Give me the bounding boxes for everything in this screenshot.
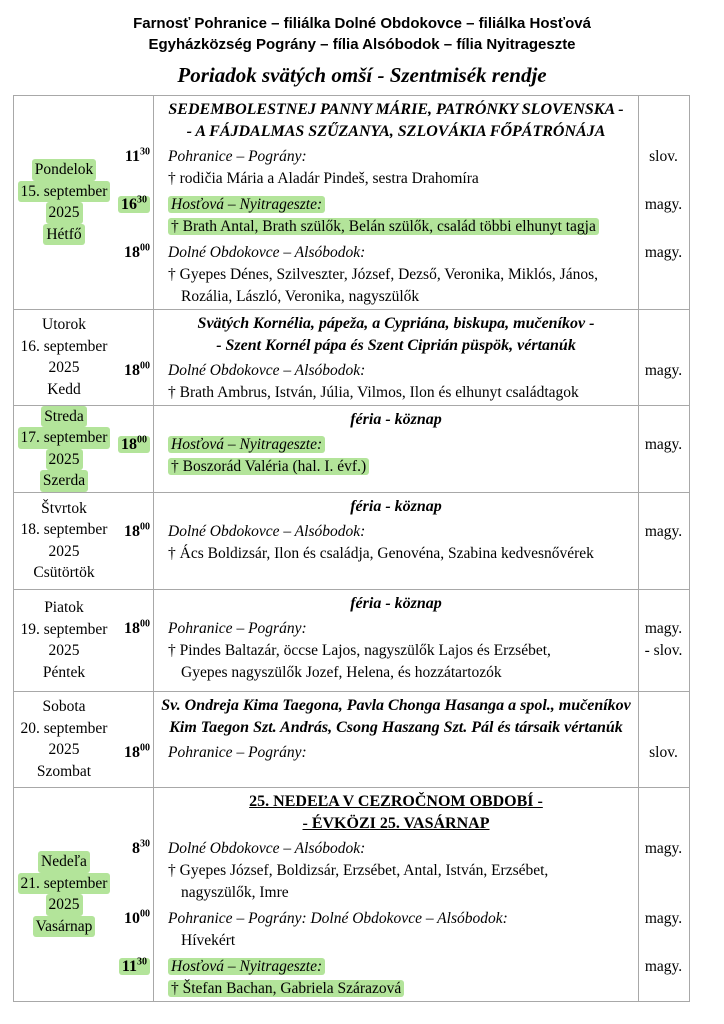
row-content: [114, 493, 689, 589]
mass-description: [154, 242, 638, 309]
table-row: [14, 692, 689, 788]
mass-time-hour: 10: [124, 909, 140, 927]
language-label: [638, 838, 689, 860]
mass-description: [154, 434, 638, 479]
day-line: Streda: [41, 406, 87, 428]
language-label-line: magy.: [644, 435, 683, 453]
mass-time-hour: 11: [121, 957, 137, 975]
language-label: [638, 908, 689, 930]
day-line: Péntek: [42, 663, 86, 681]
intention-line: [168, 382, 636, 404]
mass-time-hour: 18: [124, 361, 140, 379]
row-content: [114, 310, 689, 405]
mass-description: [154, 742, 638, 764]
day-line: 2025: [48, 359, 80, 377]
mass-description: [154, 908, 638, 953]
day-cell: [14, 692, 114, 787]
day-line: Vasárnap: [33, 916, 96, 938]
feast-title: [154, 311, 638, 357]
intention-text: Hívekért: [181, 932, 236, 950]
day-line: 15. september: [18, 181, 111, 203]
mass-time-minutes: 00: [140, 242, 150, 254]
mass-entry: [114, 360, 689, 405]
mass-time-minutes: 00: [137, 434, 147, 446]
header-line-hungarian: Egyházközség Pográny – fília Alsóbodok – fília Nyitrageszte: [148, 36, 576, 53]
feast-title-line: féria - köznap: [350, 410, 442, 428]
mass-time-value: [119, 958, 150, 975]
row-content: [114, 406, 689, 492]
place-line: [168, 956, 636, 978]
mass-entry: [114, 434, 689, 479]
language-label-line: slov.: [649, 743, 678, 761]
intention-text: † Štefan Bachan, Gabriela Szárazová: [168, 980, 404, 997]
feast-title: [154, 97, 638, 143]
mass-time-hour: 18: [124, 743, 140, 761]
intention-line: [168, 640, 636, 662]
day-line: 21. september: [18, 873, 111, 895]
place-names: Pohranice – Pográny: Dolné Obdokovce – Alsóbodok:: [168, 909, 508, 927]
table-row: [14, 96, 689, 310]
language-label-line: slov.: [649, 148, 678, 165]
language-label: [638, 956, 689, 978]
language-label: [638, 521, 689, 543]
feast-title: [154, 789, 638, 835]
feast-title-line: - ÉVKÖZI 25. VASÁRNAP: [302, 814, 490, 832]
mass-time: [114, 908, 154, 930]
feast-title-line: Kim Taegon Szt. András, Csong Haszang Szt. Pál és társaik vértanúk: [169, 718, 623, 736]
day-cell: [14, 406, 114, 492]
intention-line: [168, 978, 636, 1000]
mass-description: [154, 956, 638, 1001]
mass-time-hour: 18: [124, 522, 140, 540]
mass-entry: [114, 956, 689, 1001]
day-line: 2025: [46, 894, 83, 916]
intention-text: † Ács Boldizsár, Ilon és családja, Genovéna, Szabina kedvesnővérek: [168, 545, 594, 563]
feast-title: [154, 407, 638, 431]
feast-title-line: 25. NEDEĽA V CEZROČNOM OBDOBÍ -: [249, 792, 543, 810]
place-names: Hosťová – Nyitrageszte:: [168, 958, 325, 975]
row-content: [114, 788, 689, 1001]
mass-time-minutes: 00: [140, 618, 150, 630]
mass-entry: [114, 618, 689, 685]
intention-text: † rodičia Mária a Aladár Pindeš, sestra Drahomíra: [168, 170, 479, 188]
place-names: Hosťová – Nyitrageszte:: [168, 196, 325, 213]
mass-description: [154, 194, 638, 239]
mass-time: [114, 242, 154, 264]
mass-time: [114, 521, 154, 543]
mass-description: [154, 360, 638, 405]
language-label-line: magy.: [644, 361, 683, 379]
mass-time-value: [124, 744, 150, 761]
mass-entry: [114, 742, 689, 764]
day-line: 17. september: [18, 427, 111, 449]
day-line: Szombat: [36, 762, 92, 780]
mass-time-minutes: 30: [137, 194, 147, 206]
intention-text: † Gyepes József, Boldizsár, Erzsébet, Antal, István, Erzsébet,: [168, 862, 549, 880]
intention-line: [168, 860, 636, 882]
mass-time-value: [125, 148, 150, 165]
mass-time-value: [124, 620, 150, 637]
mass-time-hour: 16: [121, 195, 137, 213]
mass-time-value: [124, 910, 150, 927]
intention-line: [168, 168, 636, 190]
language-label: [638, 618, 689, 663]
day-line: Utorok: [42, 316, 86, 334]
table-row: [14, 406, 689, 493]
language-label-line: - slov.: [644, 642, 683, 660]
place-names: Dolné Obdokovce – Alsóbodok:: [168, 243, 366, 261]
language-label: [638, 360, 689, 382]
feast-title-line: Sv. Ondreja Kima Taegona, Pavla Chonga Hasanga a spol., mučeníkov: [161, 696, 631, 714]
day-cell: [14, 788, 114, 1001]
mass-time: [114, 434, 154, 456]
mass-time-hour: 18: [121, 435, 137, 453]
feast-title-line: SEDEMBOLESTNEJ PANNY MÁRIE, PATRÓNKY SLOVENSKA -: [168, 101, 624, 118]
day-line: Szerda: [40, 470, 88, 492]
intention-line: [168, 930, 636, 952]
place-names: Pohranice – Pográny:: [168, 148, 307, 165]
mass-time-value: [124, 362, 150, 379]
place-line: [168, 908, 636, 930]
mass-time: [114, 360, 154, 382]
place-line: [168, 194, 636, 216]
place-line: [168, 838, 636, 860]
place-line: [168, 434, 636, 456]
place-line: [168, 742, 636, 764]
feast-title: [154, 693, 638, 739]
day-line: Kedd: [47, 380, 81, 398]
mass-description: [154, 146, 638, 191]
mass-entry: [114, 521, 689, 566]
language-label-line: magy.: [644, 243, 683, 261]
intention-text: † Brath Ambrus, István, Júlia, Vilmos, Ilon és elhunyt családtagok: [168, 384, 579, 402]
day-line: 2025: [46, 449, 83, 471]
day-line: 2025: [48, 542, 80, 560]
day-cell: [14, 493, 114, 589]
table-row: [14, 590, 689, 692]
intention-line: [168, 286, 636, 308]
day-line: Csütörtök: [33, 564, 95, 582]
place-names: Dolné Obdokovce – Alsóbodok:: [168, 522, 366, 540]
intention-line: [168, 216, 636, 238]
day-line: Piatok: [44, 599, 84, 617]
day-line: 2025: [46, 202, 83, 224]
table-row: [14, 493, 689, 590]
mass-time-hour: 11: [124, 148, 140, 165]
place-line: [168, 618, 636, 640]
mass-entry: [114, 194, 689, 239]
mass-time: [114, 146, 154, 168]
intention-text: † Brath Antal, Brath szülők, Belán szülők, család többi elhunyt tagja: [168, 218, 599, 235]
day-line: Pondelok: [32, 159, 97, 181]
language-label: [638, 194, 689, 216]
mass-description: [154, 521, 638, 566]
day-line: Štvrtok: [41, 499, 87, 517]
intention-line: [168, 543, 636, 565]
language-label-line: magy.: [644, 909, 683, 927]
day-line: 2025: [48, 642, 80, 660]
intention-line: [168, 882, 636, 904]
mass-time-value: [132, 840, 150, 857]
place-line: [168, 360, 636, 382]
mass-time: [114, 618, 154, 640]
day-line: Sobota: [42, 698, 86, 716]
mass-time-minutes: 30: [140, 146, 150, 158]
day-cell: [14, 590, 114, 691]
mass-entry: [114, 146, 689, 191]
document-header: [0, 0, 724, 88]
intention-text: nagyszülők, Imre: [181, 884, 289, 902]
mass-time: [114, 838, 154, 860]
day-line: 20. september: [20, 719, 108, 737]
place-names: Pohranice – Pográny:: [168, 743, 307, 761]
day-cell: [14, 310, 114, 405]
feast-title-line: féria - köznap: [350, 497, 442, 515]
day-line: 16. september: [20, 337, 108, 355]
day-line: 2025: [48, 741, 80, 759]
feast-title-line: - Szent Kornél pápa és Szent Ciprián püspök, vértanúk: [216, 336, 576, 354]
place-names: Pohranice – Pográny:: [168, 619, 307, 637]
mass-time-minutes: 00: [140, 521, 150, 533]
mass-schedule-table: [13, 95, 690, 1002]
mass-time-value: [118, 436, 150, 453]
intention-text: Rozália, László, Veronika, nagyszülők: [181, 288, 420, 306]
mass-time-value: [124, 244, 150, 261]
place-line: [168, 146, 636, 168]
feast-title-line: Svätých Kornélia, pápeža, a Cypriána, biskupa, mučeníkov -: [197, 314, 595, 332]
place-names: Hosťová – Nyitrageszte:: [168, 436, 325, 453]
table-row: [14, 310, 689, 406]
feast-title: [154, 494, 638, 518]
mass-time-hour: 18: [124, 243, 140, 261]
mass-time-minutes: 30: [137, 956, 147, 968]
language-label-line: magy.: [644, 957, 683, 975]
mass-description: [154, 618, 638, 685]
day-line: Nedeľa: [38, 851, 90, 873]
mass-entry: [114, 838, 689, 905]
day-line: Hétfő: [43, 224, 84, 246]
intention-text: Gyepes nagyszülők Jozef, Helena, és hozzátartozók: [181, 664, 502, 682]
row-content: [114, 96, 689, 309]
language-label-line: magy.: [644, 619, 683, 637]
intention-line: [168, 662, 636, 684]
mass-entry: [114, 908, 689, 953]
intention-text: † Pindes Baltazár, öccse Lajos, nagyszülők Lajos és Erzsébet,: [168, 642, 551, 660]
mass-time: [114, 194, 154, 216]
feast-title: [154, 591, 638, 615]
row-content: [114, 692, 689, 787]
mass-time-minutes: 00: [140, 360, 150, 372]
mass-time-value: [124, 523, 150, 540]
mass-time-value: [118, 196, 150, 213]
mass-description: [154, 838, 638, 905]
day-line: 19. september: [20, 620, 108, 638]
mass-entry: [114, 242, 689, 309]
mass-time-minutes: 30: [140, 838, 150, 850]
mass-time: [114, 742, 154, 764]
mass-time-minutes: 00: [140, 908, 150, 920]
place-line: [168, 521, 636, 543]
language-label-line: magy.: [644, 522, 683, 540]
language-label-line: magy.: [644, 839, 683, 857]
mass-time: [114, 956, 154, 978]
day-cell: [14, 96, 114, 309]
mass-time-minutes: 00: [140, 742, 150, 754]
language-label-line: magy.: [644, 195, 683, 213]
intention-text: † Gyepes Dénes, Szilveszter, József, Dezső, Veronika, Miklós, János,: [168, 266, 598, 284]
intention-text: † Boszorád Valéria (hal. I. évf.): [168, 458, 369, 475]
header-line-slovak: Farnosť Pohranice – filiálka Dolné Obdokovce – filiálka Hosťová: [133, 15, 591, 32]
language-label: [638, 146, 689, 168]
intention-line: [168, 456, 636, 478]
mass-time-hour: 18: [124, 619, 140, 637]
language-label: [638, 242, 689, 264]
day-line: 18. september: [20, 521, 108, 539]
table-row: [14, 788, 689, 1001]
language-label: [638, 742, 689, 764]
page-title: Poriadok svätých omší - Szentmisék rendje: [177, 63, 547, 87]
place-names: Dolné Obdokovce – Alsóbodok:: [168, 839, 366, 857]
row-content: [114, 590, 689, 691]
place-names: Dolné Obdokovce – Alsóbodok:: [168, 361, 366, 379]
mass-time-hour: 8: [132, 839, 140, 857]
intention-line: [168, 264, 636, 286]
language-label: [638, 434, 689, 456]
feast-title-line: féria - köznap: [350, 594, 442, 612]
feast-title-line: - A FÁJDALMAS SZŰZANYA, SZLOVÁKIA FŐPÁTRÓNÁJA: [186, 123, 606, 140]
place-line: [168, 242, 636, 264]
